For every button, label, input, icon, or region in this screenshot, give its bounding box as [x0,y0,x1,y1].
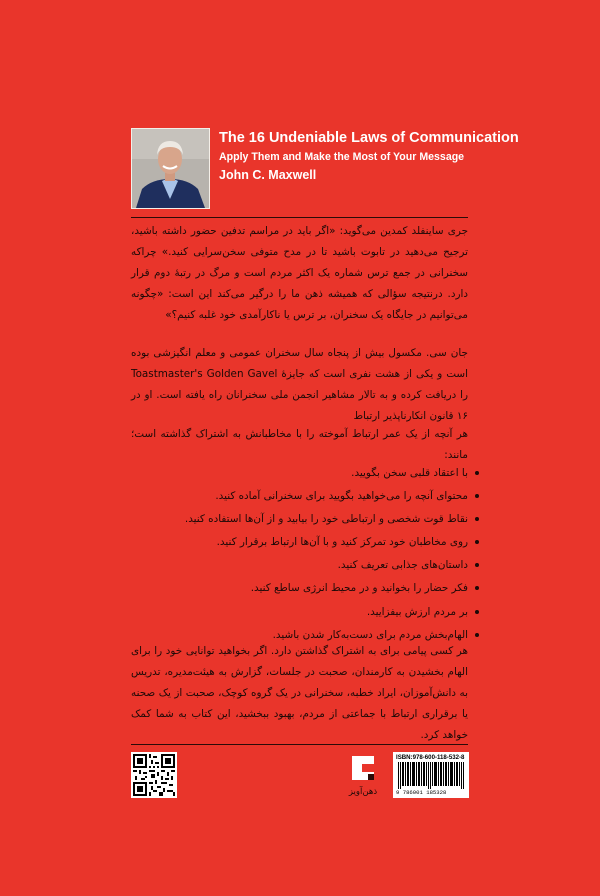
list-item: داستان‌های جذابی تعریف کنید. [131,554,468,577]
barcode-digits: 9 786001 185328 [396,789,447,796]
book-subtitle: Apply Them and Make the Most of Your Message [219,151,465,163]
closing-paragraph: هر کسی پیامی برای به اشتراک گذاشتن دارد. اگر بخواهید توانایی خود را برای الهام بخشیدن به کارمندان، صحبت در جلسات، گزارش به هیئت‌مدیره، تدریس به دانش‌آموزان، ایراد خطبه، سخنرانی در یک گروه کوچک، صحبت از یک صحنه یا برقراری ارتباط با جماعتی از مردم، بهبود ببخشید، این کتاب به شما کمک خواهد کرد. [131,645,468,741]
author-bio-paragraph: جان سی. مکسول بیش از پنجاه سال سخنران عمومی و معلم انگیزشی بوده است و یکی از هشت نفری است که جایزهٔ Toastmaster's Golden Gavel را دریافت کرده و به تالار مشاهیر انجمن ملی سخنرانان راه یافته است. او در ۱۶ قانون انکارناپذیر ارتباط [131,347,468,422]
top-divider [131,217,468,218]
book-title: The 16 Undeniable Laws of Communication [219,130,519,146]
bottom-divider [131,744,468,745]
list-item: فکر حضار را بخوانید و در محیط انرژی ساطع کنید. [131,577,468,600]
quote-paragraph: جری ساینفلد کمدین می‌گوید: «اگر باید در مراسم تدفین حضور داشته باشید، ترجیح می‌دهید در تابوت باشید تا در مدح متوفی سخن‌سرایی کنید.» چراکه سخنرانی در جمع ترس شماره یک اکثر مردم است و مرگ در رتبهٔ دوم قرار دارد. درنتیجه سؤالی که همیشه ذهن ما را درگیر می‌کند این است: «چگونه می‌توانیم در جایگاه یک سخنران، بر ترس یا ناکارآمدی خود غلبه کنیم؟» [131,225,468,321]
isbn-text: ISBN:978-600-118-532-8 [396,754,465,761]
list-item: نقاط قوت شخصی و ارتباطی خود را بیابید و از آن‌ها استفاده کنید. [131,508,468,531]
qr-code-icon [133,754,175,796]
intro-line: هر آنچه از یک عمر ارتباط آموخته را با مخاطبانش به اشتراک گذاشته است؛ مانند: [131,428,468,461]
list-item: بر مردم ارزش بیفزایید. [131,601,468,624]
publisher-logo [345,752,381,804]
publisher-mark-icon [348,752,378,784]
qr-code[interactable] [131,752,177,798]
author-photo [131,128,210,209]
list-item: با اعتقاد قلبی سخن بگویید. [131,462,468,485]
list-item: روی مخاطبان خود تمرکز کنید و با آن‌ها ارتباط برقرار کنید. [131,531,468,554]
author-portrait-image [132,129,209,208]
isbn-barcode [393,752,469,798]
list-item: محتوای آنچه را می‌خواهید بگویید برای سخنرانی آماده کنید. [131,485,468,508]
book-header [219,130,519,182]
author-name: John C. Maxwell [219,168,317,182]
barcode-bars-icon [396,762,466,789]
list-item: الهام‌بخش مردم برای دست‌به‌کار شدن باشید. [131,624,468,647]
publisher-name: ذهن‌آویز [348,787,378,797]
tips-list [131,462,480,647]
